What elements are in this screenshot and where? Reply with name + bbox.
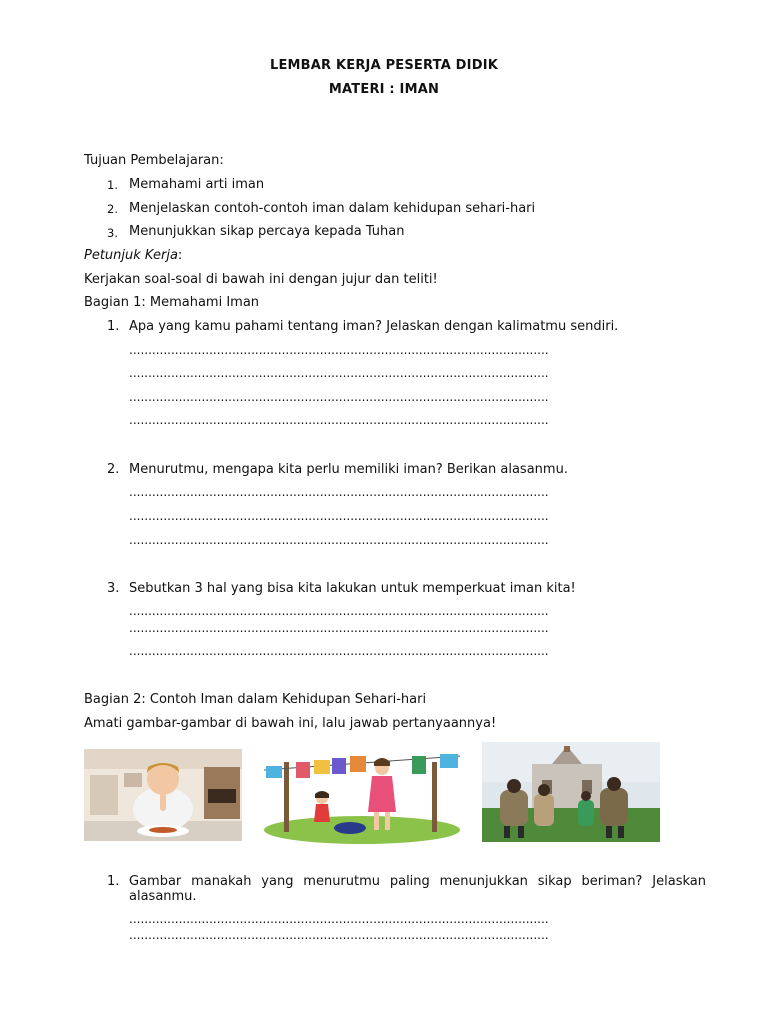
- question-text: Sebutkan 3 hal yang bisa kita lakukan untuk memperkuat iman kita!: [129, 581, 576, 596]
- question-number: 3.: [107, 581, 120, 596]
- objective-number: 3.: [107, 226, 118, 240]
- objective-number: 1.: [107, 178, 118, 192]
- question-text-line2: alasanmu.: [129, 889, 197, 904]
- family-church-image: [482, 742, 660, 842]
- objective-item: Menunjukkan sikap percaya kepada Tuhan: [129, 224, 405, 239]
- instructions-label-text: Petunjuk Kerja: [84, 248, 178, 263]
- section-1-heading: Bagian 1: Memahami Iman: [84, 295, 260, 310]
- worksheet-title: LEMBAR KERJA PESERTA DIDIK: [269, 58, 499, 73]
- question-text: Apa yang kamu pahami tentang iman? Jelaskan dengan kalimatmu sendiri.: [129, 319, 619, 334]
- answer-line[interactable]: ..............................................................................................................: [129, 533, 549, 547]
- question-text-line1: Gambar manakah yang menurutmu paling menunjukkan sikap beriman? Jelaskan: [129, 874, 706, 889]
- answer-line[interactable]: ..............................................................................................................: [129, 912, 549, 926]
- instructions-text: Kerjakan soal-soal di bawah ini dengan jujur dan teliti!: [84, 272, 438, 287]
- worksheet-subtitle: MATERI : IMAN: [328, 82, 440, 97]
- answer-line[interactable]: ..............................................................................................................: [129, 390, 549, 404]
- answer-line[interactable]: ..............................................................................................................: [129, 413, 549, 427]
- praying-boy-image: [84, 749, 242, 841]
- objective-item: Menjelaskan contoh-contoh iman dalam kehidupan sehari-hari: [129, 201, 536, 216]
- question-number: 1.: [107, 319, 120, 334]
- section-2-instruction: Amati gambar-gambar di bawah ini, lalu jawab pertanyaannya!: [84, 716, 497, 731]
- answer-line[interactable]: ..............................................................................................................: [129, 621, 549, 635]
- objectives-heading: Tujuan Pembelajaran:: [84, 153, 224, 168]
- section-2-heading: Bagian 2: Contoh Iman dalam Kehidupan Sehari-hari: [84, 692, 427, 707]
- answer-line[interactable]: ..............................................................................................................: [129, 485, 549, 499]
- answer-line[interactable]: ..............................................................................................................: [129, 509, 549, 523]
- answer-line[interactable]: ..............................................................................................................: [129, 928, 549, 942]
- answer-line[interactable]: ..............................................................................................................: [129, 644, 549, 658]
- question-number: 2.: [107, 462, 120, 477]
- answer-line[interactable]: ..............................................................................................................: [129, 366, 549, 380]
- objective-item: Memahami arti iman: [129, 177, 265, 192]
- objective-number: 2.: [107, 202, 118, 216]
- answer-line[interactable]: ..............................................................................................................: [129, 343, 549, 357]
- question-text: Menurutmu, mengapa kita perlu memiliki iman? Berikan alasanmu.: [129, 462, 568, 477]
- instructions-colon: :: [177, 248, 183, 263]
- drying-clothes-image: [262, 752, 462, 844]
- answer-line[interactable]: ..............................................................................................................: [129, 604, 549, 618]
- question-number: 1.: [107, 874, 120, 889]
- instructions-label: [84, 248, 182, 263]
